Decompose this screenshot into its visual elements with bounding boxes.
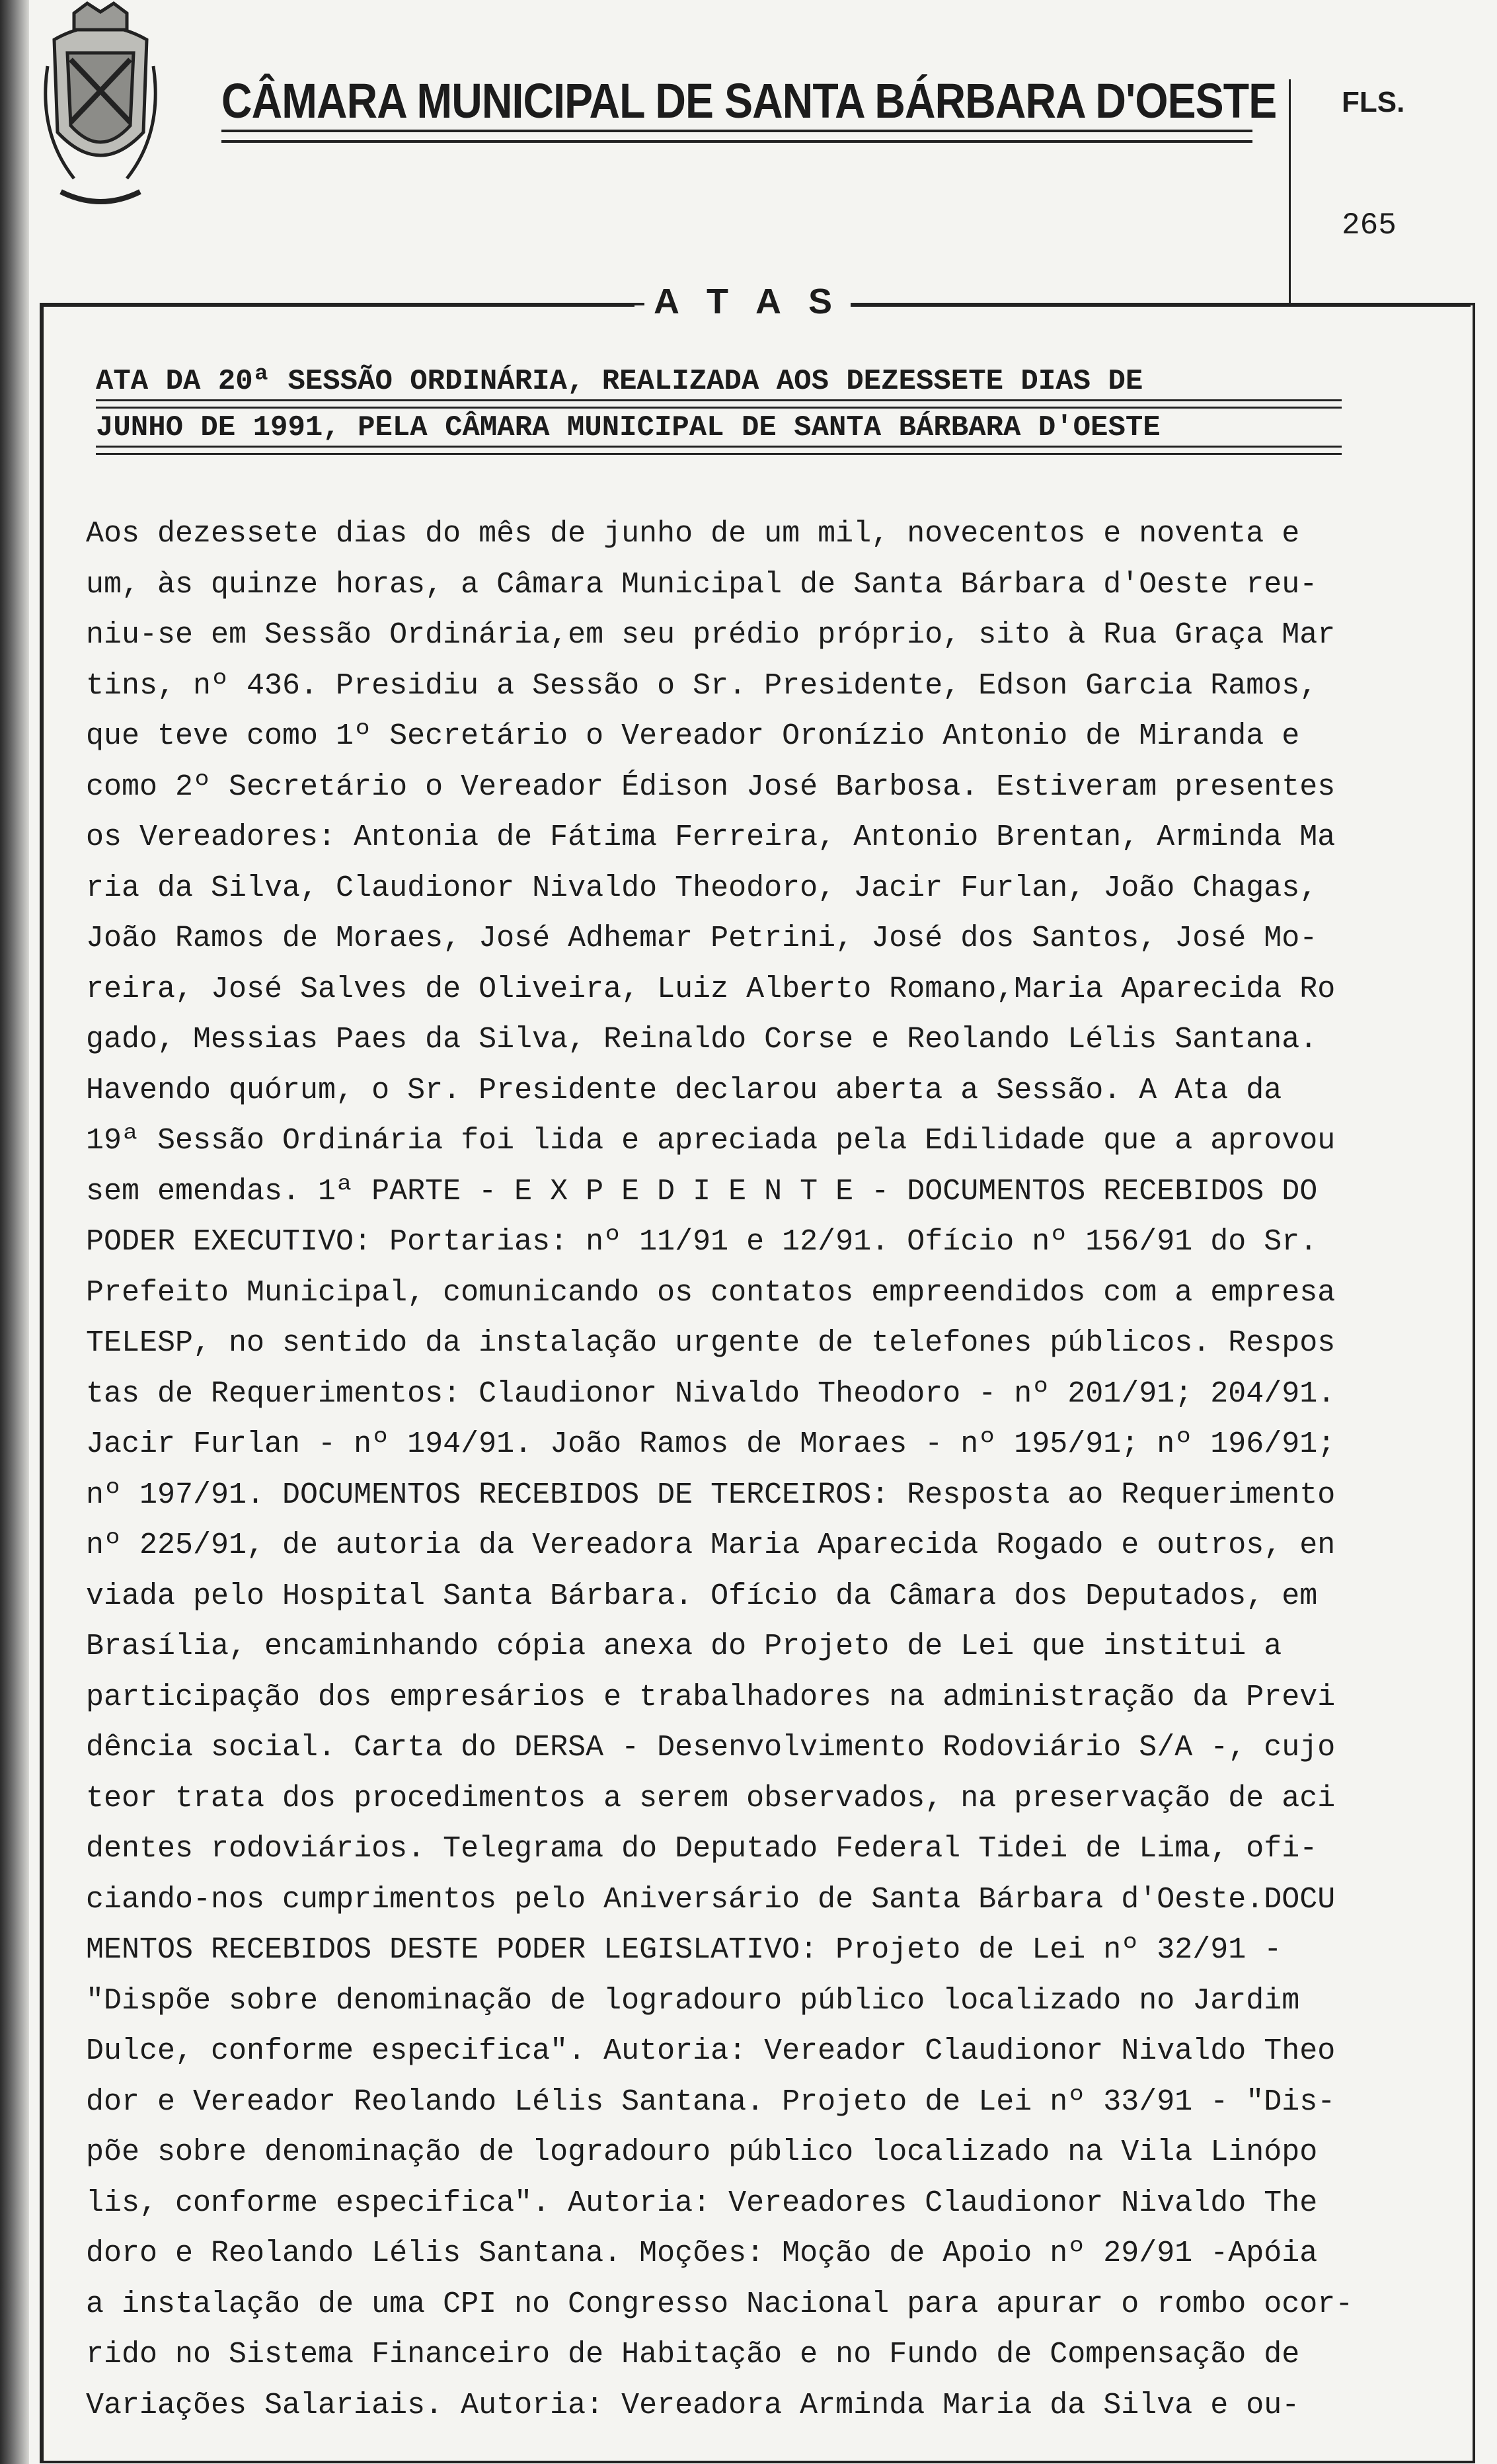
fls-label: FLS. [1342, 86, 1405, 118]
body-line: João Ramos de Moraes, José Adhemar Petrini, José dos Santos, José Mo- [86, 922, 1318, 955]
body-line: tins, nº 436. Presidiu a Sessão o Sr. Presidente, Edson Garcia Ramos, [86, 668, 1318, 703]
body-line: niu-se em Sessão Ordinária,em seu prédio próprio, sito à Rua Graça Mar [86, 618, 1336, 652]
body-line: como 2º Secretário o Vereador Édison José Barbosa. Estiveram presentes [86, 770, 1336, 804]
body-line: os Vereadores: Antonia de Fátima Ferreira, Antonio Brentan, Arminda Ma [86, 820, 1336, 854]
body-line: reira, José Salves de Oliveira, Luiz Alberto Romano,Maria Aparecida Ro [86, 972, 1336, 1006]
body-line: Havendo quórum, o Sr. Presidente declarou aberta a Sessão. A Ata da [86, 1073, 1282, 1107]
body-line: doro e Reolando Lélis Santana. Moções: Moção de Apoio nº 29/91 -Apóia [86, 2237, 1318, 2270]
municipal-coat-of-arms-icon [34, 0, 167, 212]
body-line: Dulce, conforme especifica". Autoria: Vereador Claudionor Nivaldo Theo [86, 2034, 1336, 2068]
page-number: 265 [1342, 208, 1397, 243]
atas-rule-right [829, 304, 1471, 307]
body-line: que teve como 1º Secretário o Vereador Oronízio Antonio de Miranda e [86, 719, 1300, 753]
body-line: TELESP, no sentido da instalação urgente de telefones públicos. Respos [86, 1326, 1336, 1360]
atas-rule-left [40, 304, 634, 307]
heading-double-rule [96, 399, 1342, 409]
body-line: a instalação de uma CPI no Congresso Nacional para apurar o rombo ocor- [86, 2287, 1354, 2321]
title-underline-second [221, 140, 1252, 143]
minutes-heading-line-2: JUNHO DE 1991, PELA CÂMARA MUNICIPAL DE SANTA BÁRBARA D'OESTE [96, 411, 1161, 444]
body-line: Aos dezessete dias do mês de junho de um mil, novecentos e noventa e [86, 517, 1300, 551]
body-line: nº 197/91. DOCUMENTOS RECEBIDOS DE TERCEIROS: Resposta ao Requerimento [86, 1478, 1336, 1512]
body-line: Brasília, encaminhando cópia anexa do Projeto de Lei que institui a [86, 1630, 1282, 1663]
body-line: sem emendas. 1ª PARTE - E X P E D I E N T E - DOCUMENTOS RECEBIDOS DO [86, 1174, 1318, 1209]
title-underline [221, 130, 1252, 132]
body-line: Prefeito Municipal, comunicando os contatos empreendidos com a empresa [86, 1275, 1336, 1310]
body-line: lis, conforme especifica". Autoria: Vereadores Claudionor Nivaldo The [86, 2186, 1318, 2220]
body-line: dentes rodoviários. Telegrama do Deputado Federal Tidei de Lima, ofi- [86, 1832, 1318, 1866]
body-line: 19ª Sessão Ordinária foi lida e apreciada pela Edilidade que a aprovou [86, 1124, 1336, 1158]
scan-binding-shadow [0, 0, 29, 2464]
body-line: tas de Requerimentos: Claudionor Nivaldo Theodoro - nº 201/91; 204/91. [86, 1376, 1336, 1411]
minutes-body [86, 509, 1428, 2431]
minutes-heading-line-1: ATA DA 20ª SESSÃO ORDINÁRIA, REALIZADA AOS DEZESSETE DIAS DE [96, 365, 1143, 398]
body-line: um, às quinze horas, a Câmara Municipal de Santa Bárbara d'Oeste reu- [86, 567, 1318, 602]
body-line: viada pelo Hospital Santa Bárbara. Ofício da Câmara dos Deputados, em [86, 1579, 1318, 1613]
body-line: rido no Sistema Financeiro de Habitação e no Fundo de Compensação de [86, 2338, 1300, 2371]
body-line: Jacir Furlan - nº 194/91. João Ramos de Moraes - nº 195/91; nº 196/91; [86, 1427, 1336, 1461]
body-line: MENTOS RECEBIDOS DESTE PODER LEGISLATIVO: Projeto de Lei nº 32/91 - [86, 1933, 1282, 1967]
body-line: nº 225/91, de autoria da Vereadora Maria Aparecida Rogado e outros, en [86, 1529, 1336, 1562]
body-line: dor e Vereador Reolando Lélis Santana. Projeto de Lei nº 33/91 - "Dis- [86, 2085, 1336, 2119]
body-line: ria da Silva, Claudionor Nivaldo Theodoro, Jacir Furlan, João Chagas, [86, 871, 1318, 905]
body-line: teor trata dos procedimentos a serem observados, na preservação de aci [86, 1781, 1336, 1815]
heading-double-rule-2 [96, 446, 1342, 455]
body-line: Variações Salariais. Autoria: Vereadora Arminda Maria da Silva e ou- [86, 2388, 1300, 2422]
section-title: A T A S [644, 281, 851, 322]
body-line: dência social. Carta do DERSA - Desenvolvimento Rodoviário S/A -, cujo [86, 1731, 1336, 1765]
body-line: participação dos empresários e trabalhadores na administração da Previ [86, 1680, 1336, 1714]
body-line: ciando-nos cumprimentos pelo Aniversário de Santa Bárbara d'Oeste.DOCU [86, 1882, 1336, 1917]
body-line: põe sobre denominação de logradouro público localizado na Vila Linópo [86, 2135, 1318, 2169]
body-line: PODER EXECUTIVO: Portarias: nº 11/91 e 12/91. Ofício nº 156/91 do Sr. [86, 1225, 1318, 1259]
institution-name: CÂMARA MUNICIPAL DE SANTA BÁRBARA D'OESTE [221, 73, 1277, 128]
body-line: gado, Messias Paes da Silva, Reinaldo Corse e Reolando Lélis Santana. [86, 1023, 1318, 1056]
margin-divider [1289, 79, 1291, 304]
body-line: "Dispõe sobre denominação de logradouro público localizado no Jardim [86, 1983, 1300, 2018]
